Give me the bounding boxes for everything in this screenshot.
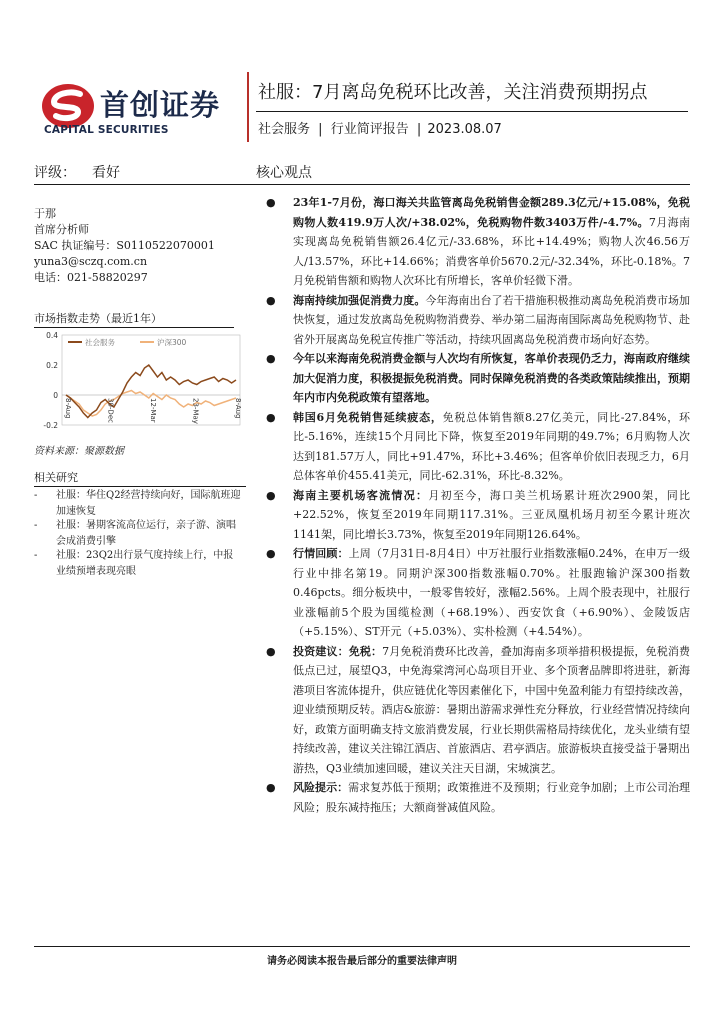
bullet-icon: ● [266,547,276,560]
core-point: ● 今年以来海南免税消费金额与人次均有所恢复，客单价表现仍乏力，海南政府继续加大促消力度，积极提振免税消费。同时保障免税消费的各类政策陆续推出，预期年内市内免税政策有望落地。 [266,349,690,408]
chart-x-tick-label: 8-Aug [234,398,242,419]
analyst-role: 首席分析师 [34,223,89,236]
report-title: 社服：7月离岛免税环比改善，关注消费预期拐点 [258,82,648,103]
report-date: 2023.08.07 [427,122,502,137]
meta-separator: | [318,122,323,137]
header-divider [247,72,249,142]
logo-mark-icon [40,82,98,130]
core-point: ● 23年1-7月份，海口海关共监管离岛免税销售金额289.3亿元/+15.08%，免税购物人数419.9万人次/+38.02%，免税购物件数3403万件/-4.7%。7月海南实现离岛免税销售额26.4亿元/-33.68%，环比+14.49%；购物人次46.56万人/13.57%，环比+14.66%；消费客单价5670.2元/-32.34%，环比-0.18%。7月免税销售额和购物人次环比有所增长，客单价轻微下滑。 [266,193,690,291]
analyst-sac: SAC 执证编号：S0110522070001 [34,239,215,252]
core-point: ● 海南持续加强促消费力度。今年海南出台了若干措施积极推动离岛免税消费市场加快恢复，通过发放离岛免税购物消费券、举办第二届海南国际离岛免税购物节、赴省外开展离岛免税宣传推广等活动，持续巩固离岛免税消费市场向好态势。 [266,291,690,350]
core-point: ● 投资建议：免税：7月免税消费环比改善，叠加海南多项举措积极提振，免税消费低点已过，展望Q3，中免海棠湾河心岛项目开业、多个顶奢品牌即将进驻，新海港项目客流体提升，供应链优化等因素催化下，中国中免盈利能力有望持续改善，迎业绩预期反转。酒店&旅游：暑期出游需求弹性充分释放，行业经营情况持续向好，政策方面明确支持文旅消费发展，行业长期供需格局持续优化，龙头业绩有望持续改善，建议关注锦江酒店、首旅酒店、君亭酒店。旅游板块直接受益于暑期出游热，Q3业绩加速回暖，建议关注天目湖，宋城演艺。 [266,642,690,779]
section-divider [34,184,690,185]
analyst-name: 于那 [34,207,56,220]
related-item-text: 社服：暑期客流高位运行，亲子游、演唱会成消费引擎 [56,520,236,547]
core-point: ● 行情回顾：上周（7月31日-8月4日）中万社服行业指数涨幅0.24%，在申万一级行业中排名第19。同期沪深300指数涨幅0.70%。社服跑输沪深300指数0.46pcts。细分板块中，一般零售较好，涨幅2.56%。上周个股表现中，社服行业涨幅前5个股为国缆检测（+68.19%）、西安饮食（+6.90%）、金陵饭店（+5.15%）、ST开元（+5.03%）、实朴检测（+4.54%）。 [266,544,690,642]
chart-title-rule [34,327,234,328]
bullet-icon: ● [266,352,276,365]
related-item[interactable]: - 社服：23Q2出行景气度持续上行，中报业绩预增表现亮眼 [34,548,246,580]
chart-legend-label: 沪深300 [157,338,187,347]
core-point: ● 海南主要机场客流情况：月初至今，海口美兰机场累计班次2900架，同比+22.52%，恢复至2019年同期117.31%。三亚凤凰机场月初至今累计班次1141架，同比增长3.73%，恢复至2019年同期126.64%。 [266,486,690,545]
industry-label: 社会服务 [258,122,311,137]
chart-y-tick-label: 0 [53,391,58,400]
analyst-phone: 电话：021-58820297 [34,271,148,284]
rating-value: 看好 [92,165,120,181]
rating-label: 评级： [34,165,76,181]
legal-notice[interactable]: 请务必阅读本报告最后部分的重要法律声明 [267,956,457,967]
chart-legend-label: 社会服务 [85,338,115,347]
chart-x-tick-label: 12-Mar [149,398,157,423]
related-item[interactable]: - 社服：华住Q2经营持续向好，国际航班迎加速恢复 [34,488,246,520]
chart-x-ticks [64,398,242,424]
core-views-title: 核心观点 [256,165,312,181]
meta-separator: | [416,122,422,137]
related-research-title: 相关研究 [34,471,78,484]
related-item-text: 社服：华住Q2经营持续向好，国际航班迎加速恢复 [56,490,241,517]
core-point: ● 韩国6月免税销售延续疲态，免税总体销售额8.27亿美元，同比-27.84%，环比-5.16%，连续15个月同比下降，恢复至2019年同期的49.7%；6月购物人次达到181.57万人，同比+91.47%，环比+3.46%；但客单价依旧表现乏力，6月总体客单价455.41美元，同比-62.31%，环比-8.32%。 [266,408,690,486]
rating [34,162,120,182]
chart-y-tick-label: -0.2 [43,421,58,430]
bullet-icon: ● [266,196,276,209]
bullet-icon: ● [266,781,276,794]
chart-title: 市场指数走势（最近1年） [34,312,162,325]
brand-name-en: CAPITAL SECURITIES [44,124,169,136]
core-point: ● 风险提示：需求复苏低于预期；政策推进不及预期；行业竞争加剧；上市公司治理风险；股东减持拖压；大额商誉减值风险。 [266,778,690,817]
index-trend-chart [34,329,246,437]
footer-rule [34,946,690,947]
report-meta [258,118,502,137]
core-points-list [266,193,690,817]
related-research-rule [34,486,246,487]
related-item[interactable]: - 社服：暑期客流高位运行，亲子游、演唱会成消费引擎 [34,518,246,550]
chart-source: 资料来源：聚源数据 [34,446,124,457]
chart-y-tick-label: 0.2 [46,361,58,370]
bullet-icon: ● [266,488,276,502]
bullet-icon: ● [266,293,276,307]
title-rule [256,111,688,112]
report-type-label: 行业简评报告 [330,122,409,137]
chart-x-tick-label: 23-May [191,398,200,424]
chart-legend [68,337,187,347]
chart-x-tick-label: 8-Aug [64,398,72,419]
chart-y-ticks [43,331,58,430]
related-item-text: 社服：23Q2出行景气度持续上行，中报业绩预增表现亮眼 [56,550,234,577]
chart-x-tick-label: 30-Dec [106,398,115,423]
analyst-email[interactable]: yuna3@sczq.com.cn [34,255,148,268]
brand-name: 首创证券 [100,88,221,122]
chart-y-tick-label: 0.4 [46,331,58,340]
bullet-icon: ● [266,410,276,424]
bullet-icon: ● [266,644,276,658]
